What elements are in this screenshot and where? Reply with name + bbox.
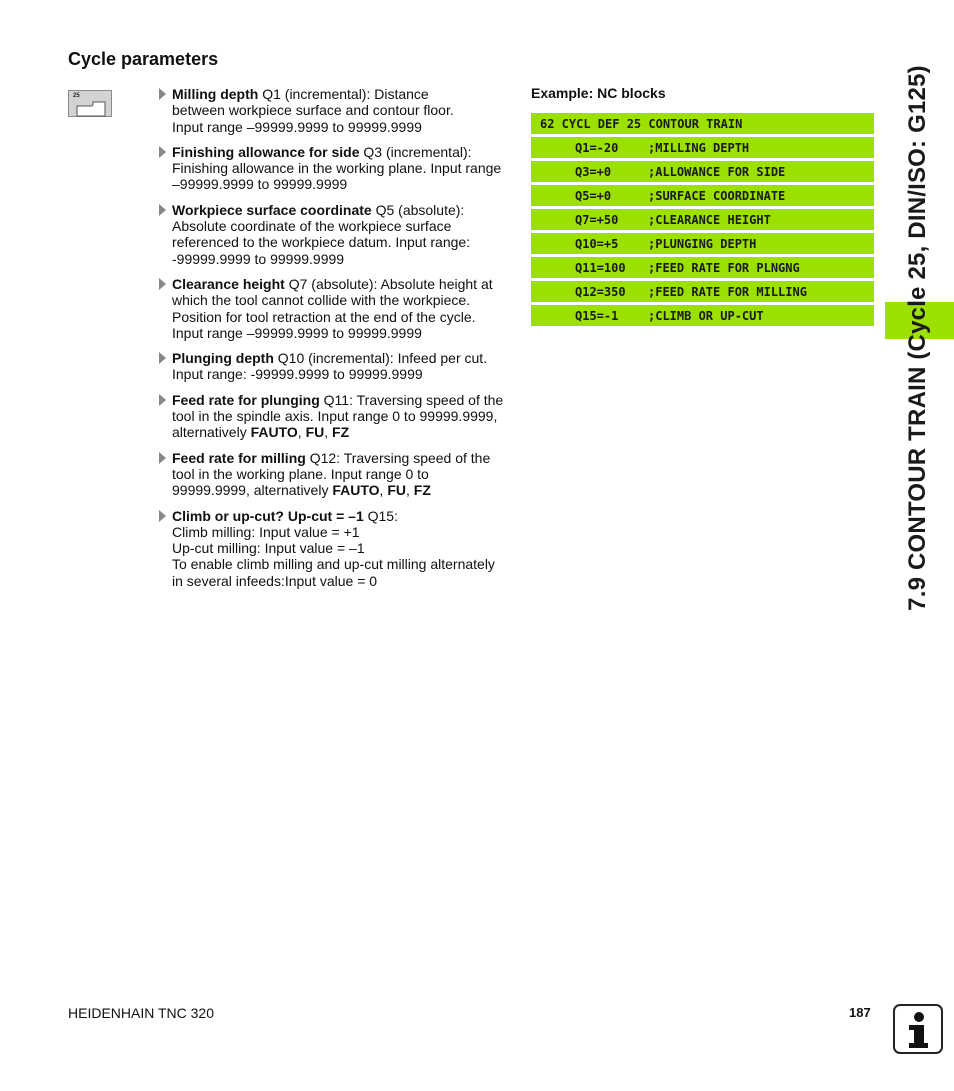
parameter-code: Q3 (incremental): <box>359 143 472 160</box>
parameter-description-line: -99999.9999 to 99999.9999 <box>172 250 345 267</box>
parameter-first-line <box>172 392 511 408</box>
parameter-first-line <box>172 350 511 366</box>
nc-block-row <box>531 281 874 302</box>
nc-comment: ;FEED RATE FOR MILLING <box>648 284 807 299</box>
parameter-description-line: referenced to the workpiece datum. Input range: <box>172 234 471 251</box>
parameter-code: Q12: Traversing speed of the <box>305 449 491 466</box>
parameter-first-line <box>172 450 511 466</box>
parameter-item <box>159 392 511 441</box>
nc-parameter: Q10=+5 <box>575 236 619 251</box>
info-glyph <box>895 1006 941 1052</box>
feed-option: FU <box>305 424 325 441</box>
nc-comment: ;CLEARANCE HEIGHT <box>648 212 771 227</box>
parameter-item <box>159 144 511 193</box>
parameter-first-line <box>172 202 511 218</box>
parameter-label: Finishing allowance for side <box>172 143 360 160</box>
text-fragment: alternatively <box>172 424 251 441</box>
parameter-label: Feed rate for milling <box>172 449 306 466</box>
parameter-description-line: Input range –99999.9999 to 99999.9999 <box>172 118 422 135</box>
text-fragment: 99999.9999, alternatively <box>172 482 333 499</box>
parameter-description-line: Absolute coordinate of the workpiece surface <box>172 218 452 235</box>
nc-block-row <box>531 137 874 158</box>
parameter-label: Workpiece surface coordinate <box>172 201 372 218</box>
nc-comment: ;MILLING DEPTH <box>648 140 750 155</box>
nc-parameter: Q7=+50 <box>575 212 619 227</box>
parameter-label: Climb or up-cut? Up-cut = –1 <box>172 507 364 524</box>
chapter-side-title: 7.9 CONTOUR TRAIN (Cycle 25, DIN/ISO: G125) <box>904 65 931 611</box>
bullet-triangle-icon <box>159 452 166 464</box>
nc-parameter: Q15=-1 <box>575 308 619 323</box>
nc-comment: ;CLIMB OR UP-CUT <box>648 308 764 323</box>
parameter-code: Q1 (incremental): Distance <box>258 86 429 102</box>
nc-parameter: Q3=+0 <box>575 164 612 179</box>
nc-comment: ;FEED RATE FOR PLNGNG <box>648 260 800 275</box>
parameter-label: Milling depth <box>172 86 259 102</box>
cycle-25-contour-train-icon <box>68 90 112 117</box>
parameter-alternatives-line <box>172 424 511 440</box>
text-fragment: , <box>297 424 306 441</box>
parameter-description-line: Up-cut milling: Input value = –1 <box>172 540 365 557</box>
nc-parameter: Q11=100 <box>575 260 626 275</box>
parameter-code: Q5 (absolute): <box>371 201 465 218</box>
section-title: Cycle parameters <box>68 49 219 69</box>
parameter-label: Clearance height <box>172 275 285 292</box>
bullet-triangle-icon <box>159 278 166 290</box>
feed-option: FAUTO <box>332 482 380 499</box>
parameter-description-line: Input range: -99999.9999 to 99999.9999 <box>172 366 423 383</box>
parameter-description-line: Finishing allowance in the working plane. Input range <box>172 160 502 177</box>
text-fragment: , <box>379 482 388 499</box>
parameter-description-line: tool in the working plane. Input range 0 to <box>172 465 429 482</box>
example-title: Example: NC blocks <box>531 85 666 101</box>
parameter-item <box>159 350 511 383</box>
parameter-description-line: Climb milling: Input value = +1 <box>172 523 360 540</box>
page-number: 187 <box>849 1005 871 1020</box>
bullet-triangle-icon <box>159 352 166 364</box>
parameter-description-line: –99999.9999 to 99999.9999 <box>172 176 348 193</box>
nc-parameter: Q1=-20 <box>575 140 619 155</box>
feed-option: FZ <box>332 424 350 441</box>
parameter-description-line: tool in the spindle axis. Input range 0 to 99999.9999, <box>172 408 498 425</box>
nc-block-row <box>531 185 874 206</box>
parameter-description-line: which the tool cannot collide with the workpiece. <box>172 292 471 309</box>
cycle-number: 25 <box>73 93 80 99</box>
parameter-item <box>159 86 511 135</box>
bullet-triangle-icon <box>159 146 166 158</box>
nc-block-row <box>531 257 874 278</box>
parameter-item <box>159 450 511 499</box>
nc-comment: ;PLUNGING DEPTH <box>648 236 757 251</box>
nc-parameter: Q12=350 <box>575 284 626 299</box>
parameter-list <box>159 86 511 598</box>
bullet-triangle-icon <box>159 394 166 406</box>
nc-parameter: Q5=+0 <box>575 188 612 203</box>
parameter-code: Q10 (incremental): Infeed per cut. <box>273 350 488 367</box>
nc-comment: ;SURFACE COORDINATE <box>648 188 786 203</box>
parameter-code: Q15: <box>363 507 398 524</box>
nc-block-row <box>531 209 874 230</box>
parameter-first-line <box>172 276 511 292</box>
parameter-item <box>159 276 511 341</box>
nc-block-row <box>531 161 874 182</box>
bullet-triangle-icon <box>159 204 166 216</box>
feed-option: FAUTO <box>250 424 298 441</box>
nc-block-list <box>531 113 874 329</box>
parameter-description-line: Input range –99999.9999 to 99999.9999 <box>172 324 422 341</box>
parameter-label: Plunging depth <box>172 350 274 367</box>
parameter-first-line <box>172 144 511 160</box>
text-fragment: , <box>406 482 414 499</box>
nc-comment: ;ALLOWANCE FOR SIDE <box>648 164 786 179</box>
footer-product: HEIDENHAIN TNC 320 <box>68 1005 215 1021</box>
text-fragment: , <box>324 424 333 441</box>
feed-option: FZ <box>413 482 431 499</box>
parameter-code: Q11: Traversing speed of the <box>319 391 504 408</box>
parameter-code: Q7 (absolute): Absolute height at <box>284 275 493 292</box>
parameter-first-line <box>172 508 511 524</box>
parameter-first-line <box>172 86 511 102</box>
parameter-label: Feed rate for plunging <box>172 391 320 408</box>
parameter-description-line: Position for tool retraction at the end of the cycle. <box>172 308 476 325</box>
contour-graphic <box>69 91 113 118</box>
bullet-triangle-icon <box>159 510 166 522</box>
feed-option: FU <box>387 482 406 499</box>
parameter-item <box>159 508 511 589</box>
nc-block-header <box>531 113 874 134</box>
parameter-item <box>159 202 511 267</box>
nc-block-header-text: 62 CYCL DEF 25 CONTOUR TRAIN <box>540 116 743 131</box>
parameter-description-line: in several infeeds:Input value = 0 <box>172 572 378 589</box>
parameter-description-line: To enable climb milling and up-cut milling alternately <box>172 556 495 573</box>
info-icon <box>893 1004 943 1054</box>
bullet-triangle-icon <box>159 88 166 100</box>
parameter-alternatives-line <box>172 482 511 498</box>
nc-block-row <box>531 233 874 254</box>
parameter-description-line: between workpiece surface and contour floor. <box>172 102 454 119</box>
nc-block-row <box>531 305 874 326</box>
